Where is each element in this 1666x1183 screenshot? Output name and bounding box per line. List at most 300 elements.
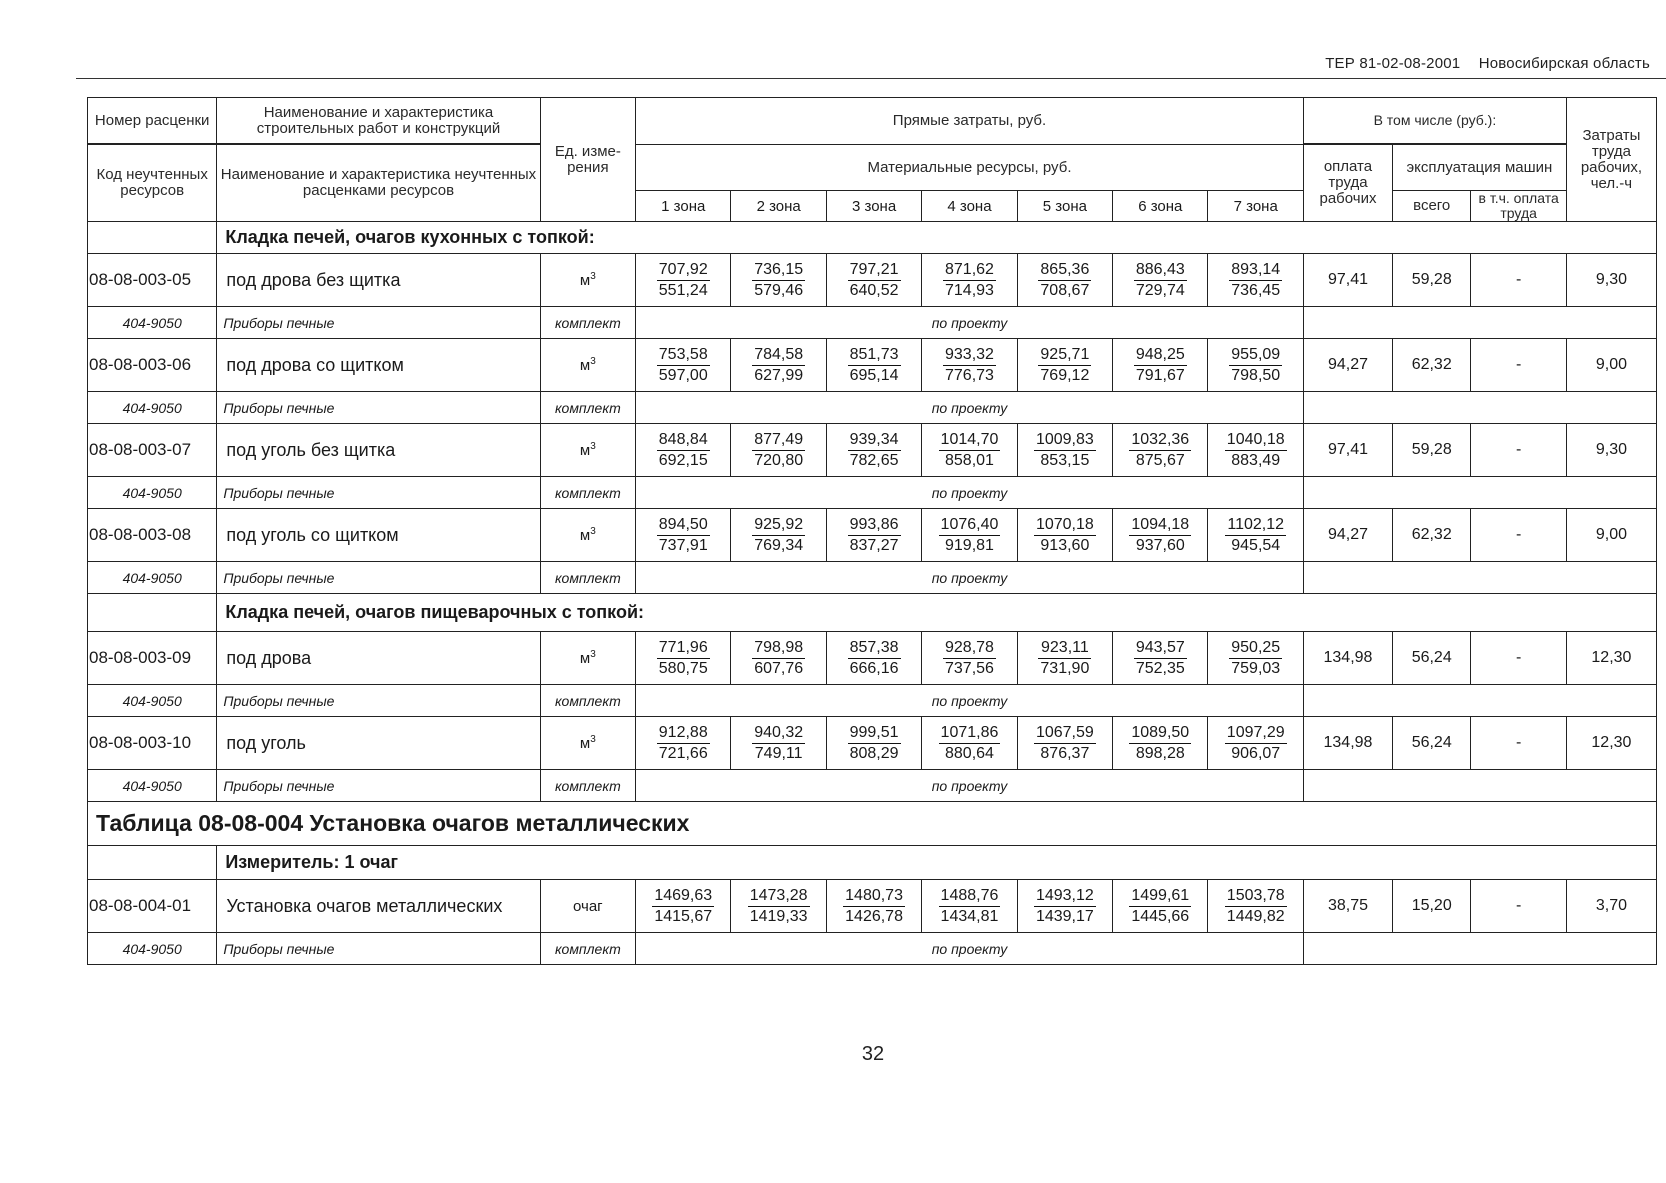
resource-unit: комплект xyxy=(540,562,635,594)
resource-unit: комплект xyxy=(540,770,635,802)
direct-cost: 1102,12 xyxy=(1225,515,1286,536)
cost-pair xyxy=(848,723,901,764)
unit-text: м xyxy=(579,735,591,752)
machines-labor: - xyxy=(1471,632,1566,685)
header-zone-7: 7 зона xyxy=(1208,191,1303,222)
material-cost: 579,46 xyxy=(754,281,804,299)
section-title-cooking: Кладка печей, очагов пищеварочных с топкой: xyxy=(217,594,1657,632)
material-cost: 731,90 xyxy=(1040,659,1090,677)
zone-cost-7 xyxy=(1208,254,1303,307)
material-cost: 876,37 xyxy=(1040,744,1090,762)
direct-cost: 1009,83 xyxy=(1034,430,1096,451)
zone-cost-1 xyxy=(636,880,731,933)
zone-cost-4 xyxy=(922,717,1017,770)
zone-cost-2 xyxy=(731,424,826,477)
resource-value: по проекту xyxy=(636,562,1304,594)
zone-cost-7 xyxy=(1208,717,1303,770)
material-cost: 1415,67 xyxy=(654,907,713,925)
unit-cell xyxy=(540,254,635,307)
resource-unit: комплект xyxy=(540,933,635,965)
direct-cost: 912,88 xyxy=(657,723,710,744)
zone-cost-1 xyxy=(636,424,731,477)
cost-pair xyxy=(943,638,996,679)
resource-name: Приборы печные xyxy=(217,562,540,594)
machines-total: 59,28 xyxy=(1393,254,1471,307)
zone-cost-4 xyxy=(922,880,1017,933)
zone-cost-5 xyxy=(1017,339,1112,392)
labor-costs: 12,30 xyxy=(1566,632,1656,685)
resource-unit: комплект xyxy=(540,477,635,509)
material-cost: 692,15 xyxy=(658,451,708,469)
direct-cost: 784,58 xyxy=(752,345,805,366)
zone-cost-2 xyxy=(731,509,826,562)
cost-pair xyxy=(1229,260,1282,301)
cost-pair xyxy=(848,430,901,471)
zone-cost-5 xyxy=(1017,717,1112,770)
cost-pair xyxy=(848,515,901,556)
work-name: под уголь xyxy=(217,717,540,770)
unit-text: м xyxy=(579,272,591,289)
direct-cost: 893,14 xyxy=(1229,260,1282,281)
header-machines-labor: в т.ч. оплата труда xyxy=(1471,191,1566,222)
material-cost: 1439,17 xyxy=(1035,907,1094,925)
machines-labor: - xyxy=(1471,424,1566,477)
header-rule xyxy=(76,78,1666,79)
zone-cost-7 xyxy=(1208,880,1303,933)
cost-pair xyxy=(943,260,996,301)
direct-cost: 943,57 xyxy=(1134,638,1187,659)
material-cost: 776,73 xyxy=(945,366,994,384)
direct-cost: 865,36 xyxy=(1038,260,1091,281)
unit-power: 3 xyxy=(590,271,596,282)
cost-pair xyxy=(752,260,805,301)
resource-empty xyxy=(1303,933,1656,965)
zone-cost-4 xyxy=(922,632,1017,685)
resource-code: 404-9050 xyxy=(88,685,217,717)
zone-cost-3 xyxy=(826,880,921,933)
labor-costs: 12,30 xyxy=(1566,717,1656,770)
resource-empty xyxy=(1303,307,1656,339)
cost-pair xyxy=(752,515,805,556)
zone-cost-6 xyxy=(1113,509,1208,562)
direct-cost: 797,21 xyxy=(848,260,901,281)
header-material-resources: Материальные ресурсы, руб. xyxy=(636,145,1304,191)
table-row xyxy=(88,339,1657,392)
cost-pair xyxy=(1229,345,1282,386)
zone-cost-4 xyxy=(922,254,1017,307)
zone-cost-4 xyxy=(922,339,1017,392)
rate-code: 08-08-003-08 xyxy=(88,509,217,562)
resource-name: Приборы печные xyxy=(217,770,540,802)
direct-cost: 925,92 xyxy=(752,515,805,536)
cost-pair xyxy=(752,638,805,679)
machines-total: 62,32 xyxy=(1393,509,1471,562)
direct-cost: 886,43 xyxy=(1134,260,1187,281)
zone-cost-7 xyxy=(1208,509,1303,562)
direct-cost: 1488,76 xyxy=(939,886,1001,907)
material-cost: 749,11 xyxy=(754,744,803,762)
material-cost: 782,65 xyxy=(849,451,899,469)
zone-cost-6 xyxy=(1113,880,1208,933)
material-cost: 737,56 xyxy=(945,659,994,677)
zone-cost-5 xyxy=(1017,254,1112,307)
direct-cost: 1076,40 xyxy=(939,515,1001,536)
resource-value: по проекту xyxy=(636,477,1304,509)
labor-pay: 94,27 xyxy=(1303,339,1392,392)
material-cost: 708,67 xyxy=(1040,281,1090,299)
labor-pay: 38,75 xyxy=(1303,880,1392,933)
direct-cost: 894,50 xyxy=(657,515,710,536)
labor-pay: 97,41 xyxy=(1303,424,1392,477)
cost-pair xyxy=(1038,345,1091,386)
direct-cost: 1040,18 xyxy=(1225,430,1287,451)
cost-pair xyxy=(1038,638,1091,679)
table-title: Таблица 08-08-004 Установка очагов металлических xyxy=(88,802,1657,846)
material-cost: 759,03 xyxy=(1231,659,1281,677)
machines-total: 56,24 xyxy=(1393,632,1471,685)
cost-pair xyxy=(1034,723,1096,764)
resource-row xyxy=(88,770,1657,802)
unit-cell xyxy=(540,339,635,392)
machines-labor: - xyxy=(1471,339,1566,392)
header-machines-total: всего xyxy=(1393,191,1471,222)
table-row xyxy=(88,880,1657,933)
material-cost: 627,99 xyxy=(754,366,804,384)
resource-unit: комплект xyxy=(540,392,635,424)
page-header xyxy=(1325,55,1650,72)
material-cost: 551,24 xyxy=(658,281,708,299)
zone-cost-7 xyxy=(1208,424,1303,477)
zone-cost-2 xyxy=(731,880,826,933)
section-row xyxy=(88,594,1657,632)
resource-value: по проекту xyxy=(636,685,1304,717)
zone-cost-1 xyxy=(636,509,731,562)
work-name: под дрова xyxy=(217,632,540,685)
material-cost: 769,12 xyxy=(1040,366,1090,384)
resource-code: 404-9050 xyxy=(88,770,217,802)
direct-cost: 1469,63 xyxy=(652,886,714,907)
zone-cost-3 xyxy=(826,509,921,562)
header-zone-4: 4 зона xyxy=(922,191,1017,222)
region-name: Новосибирская область xyxy=(1478,55,1650,72)
unit-text: м xyxy=(579,357,591,374)
zone-cost-5 xyxy=(1017,509,1112,562)
material-cost: 580,75 xyxy=(658,659,708,677)
unit-text: м xyxy=(579,650,591,667)
zone-cost-1 xyxy=(636,254,731,307)
unit-power: 3 xyxy=(590,356,596,367)
rate-code: 08-08-003-10 xyxy=(88,717,217,770)
machines-labor: - xyxy=(1471,880,1566,933)
material-cost: 883,49 xyxy=(1231,451,1281,469)
rate-code: 08-08-003-07 xyxy=(88,424,217,477)
material-cost: 858,01 xyxy=(945,451,994,469)
material-cost: 640,52 xyxy=(849,281,899,299)
cost-pair xyxy=(1134,345,1187,386)
cost-pair xyxy=(752,723,805,764)
unit-cell xyxy=(540,717,635,770)
header-work-name: Наименование и характеристика строительных работ и конструкций xyxy=(217,98,540,144)
zone-cost-2 xyxy=(731,339,826,392)
direct-cost: 1097,29 xyxy=(1225,723,1287,744)
cost-pair xyxy=(752,430,805,471)
cost-pair xyxy=(1134,638,1187,679)
direct-cost: 923,11 xyxy=(1038,638,1091,659)
document-code: ТЕР 81-02-08-2001 xyxy=(1325,55,1461,72)
header-labor-pay: оплата труда рабочих xyxy=(1303,145,1392,222)
header-zone-5: 5 зона xyxy=(1017,191,1112,222)
header-resource-name: Наименование и характеристика неучтенных расценками ресурсов xyxy=(217,145,540,222)
direct-cost: 736,15 xyxy=(752,260,805,281)
table-row xyxy=(88,424,1657,477)
cost-pair xyxy=(843,886,905,927)
cost-pair xyxy=(1225,430,1287,471)
material-cost: 937,60 xyxy=(1135,536,1185,554)
machines-labor: - xyxy=(1471,509,1566,562)
header-unit: Ед. изме-рения xyxy=(540,98,635,222)
unit-cell xyxy=(540,632,635,685)
material-cost: 906,07 xyxy=(1231,744,1281,762)
cost-pair xyxy=(939,886,1001,927)
cost-pair xyxy=(1038,260,1091,301)
direct-cost: 1094,18 xyxy=(1129,515,1191,536)
direct-cost: 999,51 xyxy=(848,723,901,744)
rate-code: 08-08-003-05 xyxy=(88,254,217,307)
cost-pair xyxy=(1034,430,1096,471)
resource-value: по проекту xyxy=(636,933,1304,965)
cost-pair xyxy=(943,345,996,386)
resource-row xyxy=(88,685,1657,717)
material-cost: 729,74 xyxy=(1135,281,1185,299)
resource-code: 404-9050 xyxy=(88,477,217,509)
direct-cost: 798,98 xyxy=(752,638,805,659)
direct-cost: 955,09 xyxy=(1229,345,1282,366)
direct-cost: 871,62 xyxy=(943,260,996,281)
header-resource-code-cell: Код неучтенных ресурсов xyxy=(88,145,217,222)
measure-label: Измеритель: 1 очаг xyxy=(217,846,1657,880)
unit-power: 3 xyxy=(590,441,596,452)
material-cost: 607,76 xyxy=(754,659,804,677)
header-zone-3: 3 зона xyxy=(826,191,921,222)
measure-row xyxy=(88,846,1657,880)
cost-pair xyxy=(939,723,1001,764)
resource-empty xyxy=(1303,392,1656,424)
direct-cost: 1480,73 xyxy=(843,886,905,907)
direct-cost: 848,84 xyxy=(657,430,710,451)
unit-cell xyxy=(540,880,635,933)
cost-pair xyxy=(1034,515,1096,556)
material-cost: 1445,66 xyxy=(1131,907,1190,925)
zone-cost-1 xyxy=(636,632,731,685)
zone-cost-3 xyxy=(826,254,921,307)
header-direct-costs: Прямые затраты, руб. xyxy=(636,98,1304,145)
direct-cost: 1070,18 xyxy=(1034,515,1096,536)
header-zone-6: 6 зона xyxy=(1113,191,1208,222)
cost-pair xyxy=(657,638,710,679)
zone-cost-4 xyxy=(922,424,1017,477)
material-cost: 1434,81 xyxy=(940,907,999,925)
table-row xyxy=(88,254,1657,307)
labor-costs: 9,00 xyxy=(1566,509,1656,562)
resource-empty xyxy=(1303,562,1656,594)
zone-cost-6 xyxy=(1113,339,1208,392)
direct-cost: 948,25 xyxy=(1134,345,1187,366)
section-title-kitchen: Кладка печей, очагов кухонных с топкой: xyxy=(217,222,1657,254)
direct-cost: 1499,61 xyxy=(1129,886,1191,907)
table-title-row xyxy=(88,802,1657,846)
material-cost: 898,28 xyxy=(1135,744,1185,762)
cost-pair xyxy=(848,260,901,301)
direct-cost: 1067,59 xyxy=(1034,723,1096,744)
zone-cost-1 xyxy=(636,339,731,392)
zone-cost-2 xyxy=(731,254,826,307)
resource-code: 404-9050 xyxy=(88,562,217,594)
cost-pair xyxy=(939,515,1001,556)
labor-costs: 9,30 xyxy=(1566,424,1656,477)
machines-total: 59,28 xyxy=(1393,424,1471,477)
resource-row xyxy=(88,933,1657,965)
material-cost: 1419,33 xyxy=(749,907,808,925)
resource-value: по проекту xyxy=(636,307,1304,339)
resource-unit: комплект xyxy=(540,307,635,339)
page-number: 32 xyxy=(861,1043,885,1065)
work-name: под дрова со щитком xyxy=(217,339,540,392)
unit-text: м xyxy=(579,527,591,544)
direct-cost: 1503,78 xyxy=(1225,886,1287,907)
zone-cost-7 xyxy=(1208,339,1303,392)
rate-code: 08-08-003-06 xyxy=(88,339,217,392)
labor-pay: 94,27 xyxy=(1303,509,1392,562)
header-including: В том числе (руб.): xyxy=(1303,98,1566,144)
resource-code: 404-9050 xyxy=(88,392,217,424)
cost-pair xyxy=(1129,430,1191,471)
material-cost: 945,54 xyxy=(1231,536,1281,554)
header-zone-2: 2 зона xyxy=(731,191,826,222)
work-name: под уголь без щитка xyxy=(217,424,540,477)
resource-code: 404-9050 xyxy=(88,307,217,339)
resource-name: Приборы печные xyxy=(217,392,540,424)
zone-cost-3 xyxy=(826,717,921,770)
cost-pair xyxy=(1129,886,1191,927)
cost-pair xyxy=(1225,515,1286,556)
cost-pair xyxy=(657,723,710,764)
material-cost: 721,66 xyxy=(658,744,708,762)
zone-cost-6 xyxy=(1113,254,1208,307)
rate-code: 08-08-003-09 xyxy=(88,632,217,685)
table-row xyxy=(88,717,1657,770)
direct-cost: 928,78 xyxy=(943,638,996,659)
material-cost: 798,50 xyxy=(1231,366,1281,384)
zone-cost-5 xyxy=(1017,632,1112,685)
labor-costs: 9,00 xyxy=(1566,339,1656,392)
cost-pair xyxy=(1034,886,1096,927)
zone-cost-3 xyxy=(826,424,921,477)
labor-pay: 97,41 xyxy=(1303,254,1392,307)
unit-power: 3 xyxy=(590,649,596,660)
cost-pair xyxy=(652,886,714,927)
cost-pair xyxy=(748,886,810,927)
resource-code: 404-9050 xyxy=(88,933,217,965)
zone-cost-5 xyxy=(1017,424,1112,477)
material-cost: 808,29 xyxy=(849,744,899,762)
direct-cost: 940,32 xyxy=(752,723,805,744)
zone-cost-1 xyxy=(636,717,731,770)
cost-pair xyxy=(1134,260,1187,301)
rates-table xyxy=(87,97,1657,965)
direct-cost: 933,32 xyxy=(943,345,996,366)
header-labor-costs: Затраты труда рабочих, чел.-ч xyxy=(1566,98,1656,222)
unit-cell xyxy=(540,424,635,477)
zone-cost-3 xyxy=(826,339,921,392)
direct-cost: 1089,50 xyxy=(1129,723,1191,744)
zone-cost-6 xyxy=(1113,424,1208,477)
material-cost: 853,15 xyxy=(1040,451,1090,469)
resource-empty xyxy=(1303,685,1656,717)
direct-cost: 851,73 xyxy=(848,345,901,366)
direct-cost: 993,86 xyxy=(848,515,901,536)
zone-cost-7 xyxy=(1208,632,1303,685)
zone-cost-6 xyxy=(1113,632,1208,685)
work-name: под дрова без щитка xyxy=(217,254,540,307)
cost-pair xyxy=(1129,723,1191,764)
work-name: под уголь со щитком xyxy=(217,509,540,562)
material-cost: 752,35 xyxy=(1135,659,1185,677)
cost-pair xyxy=(1129,515,1191,556)
direct-cost: 857,38 xyxy=(848,638,901,659)
resource-row xyxy=(88,562,1657,594)
direct-cost: 925,71 xyxy=(1038,345,1091,366)
section-row xyxy=(88,222,1657,254)
direct-cost: 877,49 xyxy=(752,430,805,451)
material-cost: 720,80 xyxy=(754,451,804,469)
zone-cost-4 xyxy=(922,509,1017,562)
zone-cost-6 xyxy=(1113,717,1208,770)
material-cost: 837,27 xyxy=(849,536,899,554)
unit-power: 3 xyxy=(590,734,596,745)
zone-cost-2 xyxy=(731,632,826,685)
material-cost: 1426,78 xyxy=(845,907,903,925)
material-cost: 875,67 xyxy=(1135,451,1185,469)
header-row-2 xyxy=(88,145,1657,191)
cost-pair xyxy=(657,260,710,301)
resource-row xyxy=(88,307,1657,339)
material-cost: 737,91 xyxy=(658,536,708,554)
material-cost: 913,60 xyxy=(1040,536,1090,554)
table-row xyxy=(88,632,1657,685)
header-rate-number: Номер расценки xyxy=(88,98,217,144)
cost-pair xyxy=(848,638,901,679)
resource-empty xyxy=(1303,770,1656,802)
cost-pair xyxy=(1229,638,1282,679)
cost-pair xyxy=(657,345,710,386)
direct-cost: 1493,12 xyxy=(1034,886,1096,907)
unit-power: 3 xyxy=(590,526,596,537)
material-cost: 695,14 xyxy=(849,366,899,384)
material-cost: 919,81 xyxy=(945,536,994,554)
cost-pair xyxy=(657,515,710,556)
labor-costs: 3,70 xyxy=(1566,880,1656,933)
material-cost: 791,67 xyxy=(1135,366,1185,384)
material-cost: 769,34 xyxy=(754,536,804,554)
cost-pair xyxy=(848,345,901,386)
direct-cost: 753,58 xyxy=(657,345,710,366)
direct-cost: 1473,28 xyxy=(748,886,810,907)
resource-value: по проекту xyxy=(636,392,1304,424)
direct-cost: 707,92 xyxy=(657,260,710,281)
zone-cost-5 xyxy=(1017,880,1112,933)
labor-pay: 134,98 xyxy=(1303,717,1392,770)
cost-pair xyxy=(1225,886,1287,927)
